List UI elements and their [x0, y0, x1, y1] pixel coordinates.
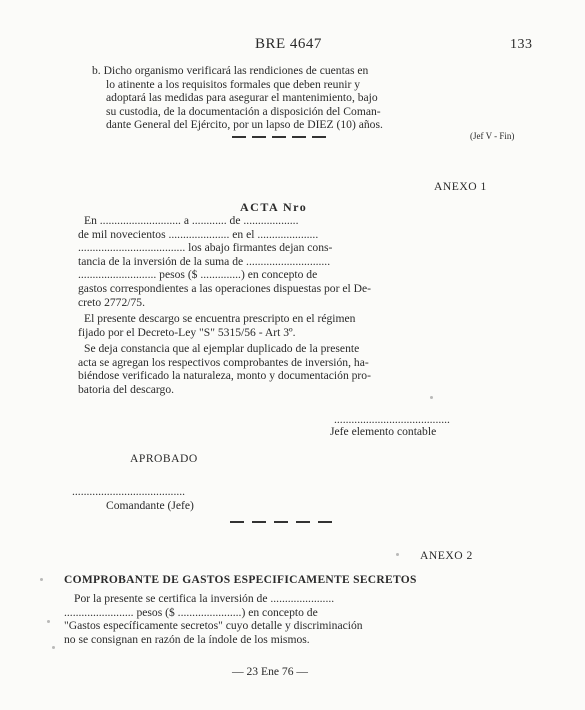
annex-2-label: ANEXO 2	[420, 549, 473, 562]
annex-2-title: COMPROBANTE DE GASTOS ESPECIFICAMENTE SECRETOS	[64, 574, 417, 586]
acta-form-line: gastos correspondientes a las operaciones dispuestas por el De-	[78, 281, 371, 295]
acta-title: ACTA Nro	[240, 200, 308, 214]
acta-form-line: En ............................ a ............ de ...................	[84, 214, 299, 227]
annex-2-line: no se consignan en razón de la índole de los mismos.	[64, 632, 310, 646]
scan-speck	[47, 620, 50, 623]
acta-form-line: de mil novecientos ..................... en el .....................	[78, 227, 319, 241]
acta-prescription-line: fijado por el Decreto-Ley "S" 5315/56 - Art 3º.	[78, 325, 296, 339]
paragraph-b-line: su custodia, de la documentación a disposición del Coman-	[106, 104, 381, 118]
acta-record-line: Se deja constancia que al ejemplar duplicado de la presente	[84, 342, 360, 355]
annex-2-line: ........................ pesos ($ ......................) en concepto de	[64, 605, 318, 619]
separator-dash	[252, 136, 266, 138]
separator-dash	[318, 521, 332, 523]
signature-accounting-chief: Jefe elemento contable	[330, 425, 437, 438]
approved-label: APROBADO	[130, 452, 198, 465]
signature-dots: ........................................	[334, 413, 450, 426]
scan-speck	[430, 396, 433, 399]
paragraph-b-line: adoptará las medidas para asegurar el mantenimiento, bajo	[106, 91, 378, 105]
separator-dash	[230, 521, 244, 523]
separator-dash	[312, 136, 326, 138]
paragraph-b-line: lo atinente a los requisitos formales que deben reunir y	[106, 77, 361, 91]
annex-2-line: "Gastos específicamente secretos" cuyo detalle y discriminación	[64, 619, 363, 633]
acta-record-line: batoria del descargo.	[78, 382, 175, 396]
paragraph-b-line: dante General del Ejército, por un lapso de DIEZ (10) años.	[106, 118, 383, 132]
paragraph-b-line: b. Dicho organismo verificará las rendiciones de cuentas en	[92, 64, 369, 77]
separator-dash	[272, 136, 286, 138]
acta-form-line: creto 2772/75.	[78, 295, 145, 309]
scan-speck	[40, 578, 43, 581]
annex-1-label: ANEXO 1	[434, 180, 487, 193]
acta-form-line: ........................... pesos ($ ..............) en concepto de	[78, 268, 318, 282]
acta-record-line: biéndose verificado la naturaleza, monto y documentación pro-	[78, 369, 371, 383]
separator-dash	[232, 136, 246, 138]
annex-2-line: Por la presente se certifica la inversión de ......................	[74, 592, 335, 605]
separator-dash	[296, 521, 310, 523]
acta-form-line: tancia de la inversión de la suma de .............................	[78, 254, 331, 268]
acta-form-paragraph	[78, 214, 508, 309]
separator-dash	[292, 136, 306, 138]
scan-speck	[52, 646, 55, 649]
acta-record-paragraph	[78, 342, 508, 396]
footer-date: — 23 Ene 76 —	[232, 665, 308, 678]
signature-dots: .......................................	[72, 485, 186, 498]
paragraph-b	[92, 64, 507, 132]
signature-commander: Comandante (Jefe)	[106, 499, 194, 512]
separator-dash	[252, 521, 266, 523]
page-header-code: BRE 4647	[255, 36, 322, 52]
acta-prescription-paragraph	[78, 312, 508, 339]
annex-2-body	[64, 592, 510, 646]
acta-prescription-line: El presente descargo se encuentra prescripto en el régimen	[84, 312, 356, 325]
reference-note: (Jef V - Fin)	[470, 131, 515, 141]
page-number: 133	[510, 37, 533, 52]
separator-dash	[274, 521, 288, 523]
acta-record-line: acta se agregan los respectivos comprobantes de inversión, ha-	[78, 355, 369, 369]
acta-form-line: ..................................... los abajo firmantes dejan cons-	[78, 241, 333, 255]
scan-speck	[396, 553, 399, 556]
